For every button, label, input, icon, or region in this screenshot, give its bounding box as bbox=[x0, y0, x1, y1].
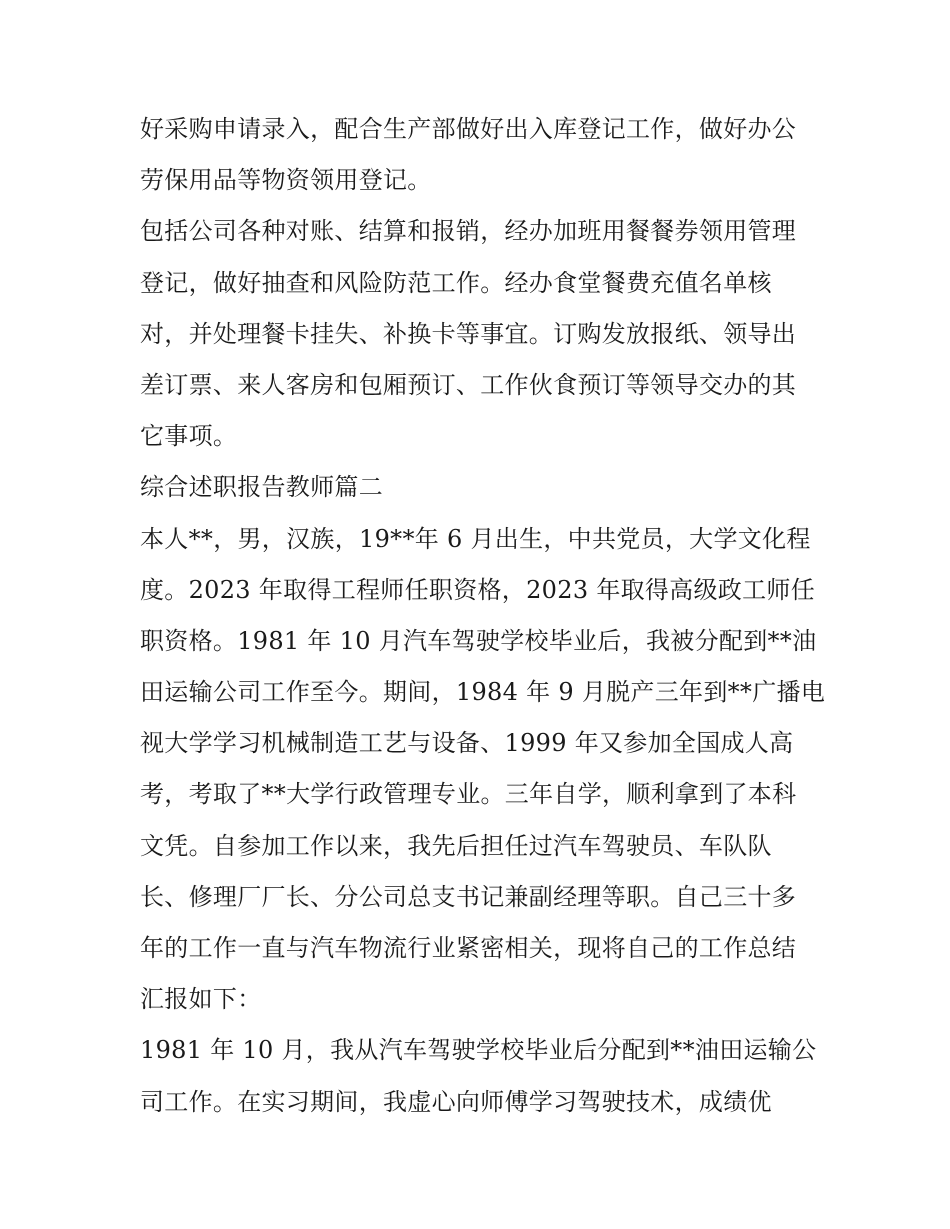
text-line: 好采购申请录入，配合生产部做好出入库登记工作，做好办公 bbox=[140, 115, 797, 143]
text-line: 劳保用品等物资领用登记。 bbox=[140, 166, 432, 195]
text-line: 年的工作一直与汽车物流行业紧密相关，现将自己的工作总结 bbox=[140, 934, 797, 962]
text-line: 考，考取了**大学行政管理专业。三年自学，顺利拿到了本科 bbox=[140, 780, 797, 809]
text-line: 差订票、来人客房和包厢预订、工作伙食预订等领导交办的其 bbox=[140, 370, 797, 399]
text-line: 司工作。在实习期间，我虚心向师傅学习驾驶技术，成绩优 bbox=[140, 1087, 772, 1116]
text-line: 登记，做好抽查和风险防范工作。经办食堂餐费充值名单核 bbox=[140, 268, 772, 297]
text-line: 文凭。自参加工作以来，我先后担任过汽车驾驶员、车队队 bbox=[140, 831, 772, 860]
text-line: 1981 年 10 月，我从汽车驾驶学校毕业后分配到**油田运输公 bbox=[140, 1036, 817, 1065]
section-heading: 综合述职报告教师篇二 bbox=[140, 473, 383, 502]
text-line: 视大学学习机械制造工艺与设备、1999 年又参加全国成人高 bbox=[140, 729, 794, 758]
text-line: 职资格。1981 年 10 月汽车驾驶学校毕业后，我被分配到**油 bbox=[140, 626, 817, 655]
text-line: 对，并处理餐卡挂失、补换卡等事宜。订购发放报纸、领导出 bbox=[140, 319, 797, 348]
text-line: 它事项。 bbox=[140, 422, 238, 451]
text-line: 包括公司各种对账、结算和报销，经办加班用餐餐券领用管理 bbox=[140, 217, 797, 246]
text-line: 长、修理厂厂长、分公司总支书记兼副经理等职。自己三十多 bbox=[140, 882, 797, 911]
text-line: 本人**，男，汉族，19**年 6 月出生，中共党员，大学文化程 bbox=[140, 524, 811, 553]
text-line: 汇报如下： bbox=[140, 985, 262, 1014]
document-body bbox=[140, 104, 826, 1128]
text-line: 度。2023 年取得工程师任职资格，2023 年取得高级政工师任 bbox=[140, 575, 816, 604]
text-line: 田运输公司工作至今。期间，1984 年 9 月脱产三年到**广播电 bbox=[140, 678, 826, 707]
